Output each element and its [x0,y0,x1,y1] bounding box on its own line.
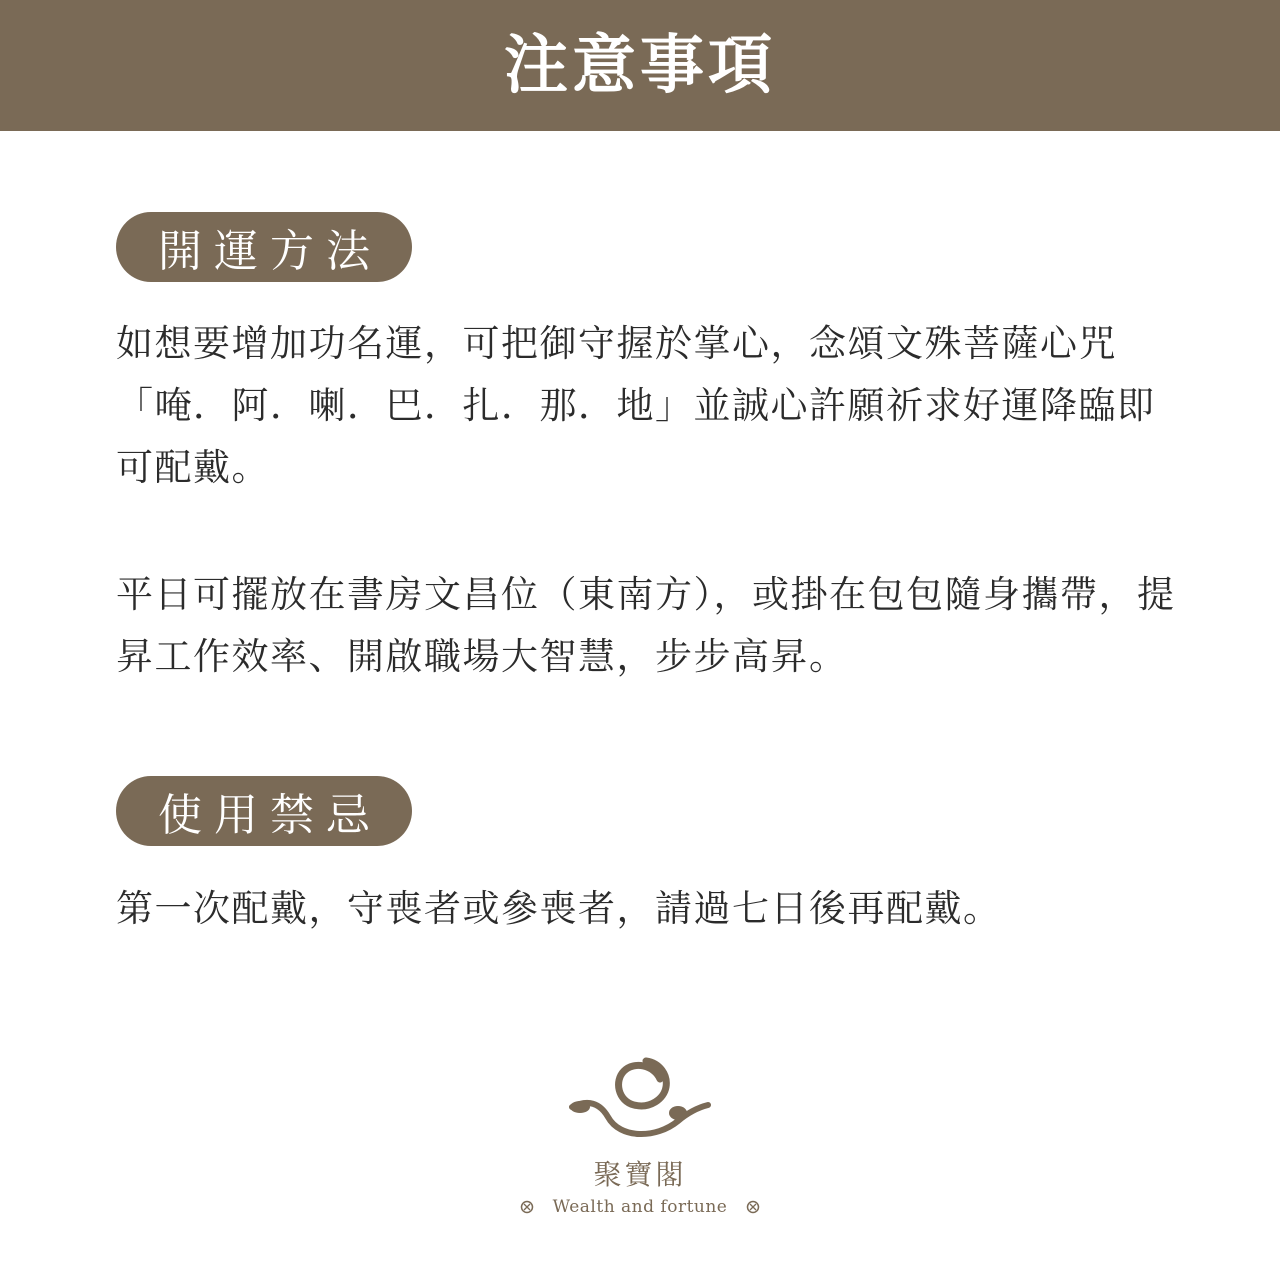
lucky-method-paragraph-1: 如想要增加功名運，可把御守握於掌心，念頌文殊菩薩心咒「唵．阿．喇．巴．扎．那．地」並誠心許願祈求好運降臨即可配戴。 [116,322,1156,489]
section-heading-taboos: 使用禁忌 [116,776,412,846]
logo-tagline-row [520,1197,760,1217]
ornament-left-icon [520,1200,534,1214]
ornament-right-icon [746,1200,760,1214]
brand-logo [520,1055,760,1225]
header-bar [0,0,1280,131]
page-title: 注意事項 [504,27,776,103]
logo-tagline: Wealth and fortune [552,1197,728,1217]
lucky-method-paragraph-2: 平日可擺放在書房文昌位（東南方），或掛在包包隨身攜帶，提昇工作效率、開啟職場大智慧，步步高昇。 [116,573,1176,678]
section-heading-lucky-method: 開運方法 [116,212,412,282]
logo-name: 聚寶閣 [593,1158,687,1191]
taboos-paragraph: 第一次配戴，守喪者或參喪者，請過七日後再配戴。 [116,887,1002,930]
logo-mark-icon [568,1055,712,1147]
